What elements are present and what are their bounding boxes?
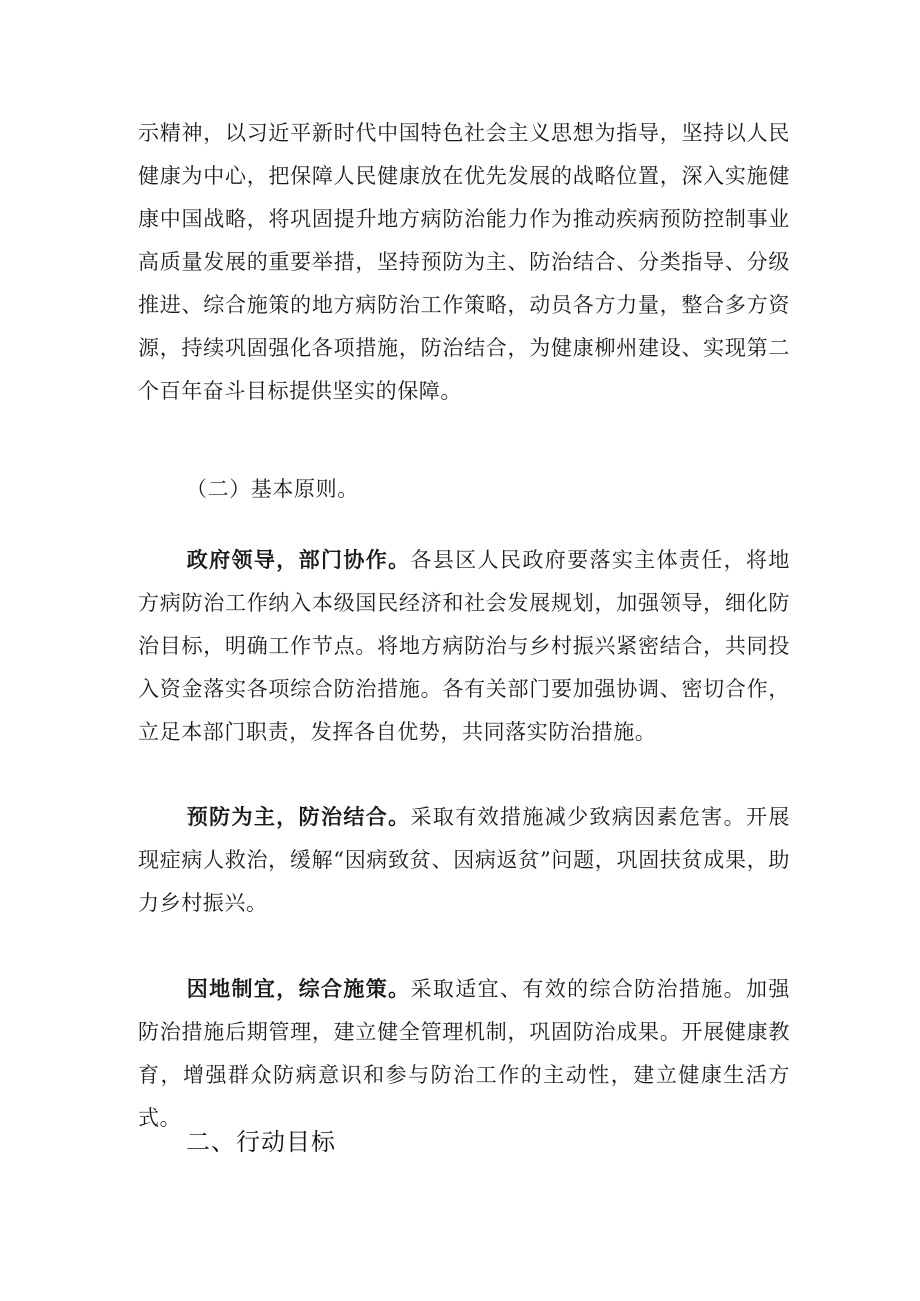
principle-title: 预防为主，防治结合。 [186, 805, 411, 829]
principle-paragraph-2 [138, 796, 790, 925]
section-heading: 二、行动目标 [186, 1128, 336, 1156]
principle-body: 各县区人民政府要落实主体责任，将地方病防治工作纳入本级国民经济和社会发展规划，加强领导，细化防治目标，明确工作节点。将地方病防治与乡村振兴紧密结合，共同投入资金落实各项综合防治措施。各有关部门要加强协调、密切合作，立足本部门职责，发挥各自优势，共同落实防治措施。 [138, 548, 791, 744]
subheading-text: （二）基本原则。 [186, 477, 359, 501]
principle-title: 因地制宜，综合施策。 [186, 977, 411, 1001]
subheading-basic-principles [138, 468, 790, 511]
principle-body: 采取适宜、有效的综合防治措施。加强防治措施后期管理，建立健全管理机制，巩固防治成果。开展健康教育，增强群众防病意识和参与防治工作的主动性，建立健康生活方式。 [138, 977, 791, 1130]
body-paragraph [138, 112, 790, 413]
principle-paragraph-1 [138, 539, 790, 754]
principle-paragraph-3 [138, 968, 790, 1140]
paragraph-text: 示精神，以习近平新时代中国特色社会主义思想为指导，坚持以人民健康为中心，把保障人民健康放在优先发展的战略位置，深入实施健康中国战略，将巩固提升地方病防治能力作为推动疾病预防控制事业高质量发展的重要举措，坚持预防为主、防治结合、分类指导、分级推进、综合施策的地方病防治工作策略，动员各方力量，整合多方资源，持续巩固强化各项措施，防治结合，为健康柳州建设、实现第二个百年奋斗目标提供坚实的保障。 [138, 121, 790, 403]
principle-body: 采取有效措施减少致病因素危害。开展现症病人救治，缓解“因病致贫、因病返贫”问题，巩固扶贫成果，助力乡村振兴。 [138, 805, 791, 915]
principle-title: 政府领导，部门协作。 [186, 548, 411, 572]
